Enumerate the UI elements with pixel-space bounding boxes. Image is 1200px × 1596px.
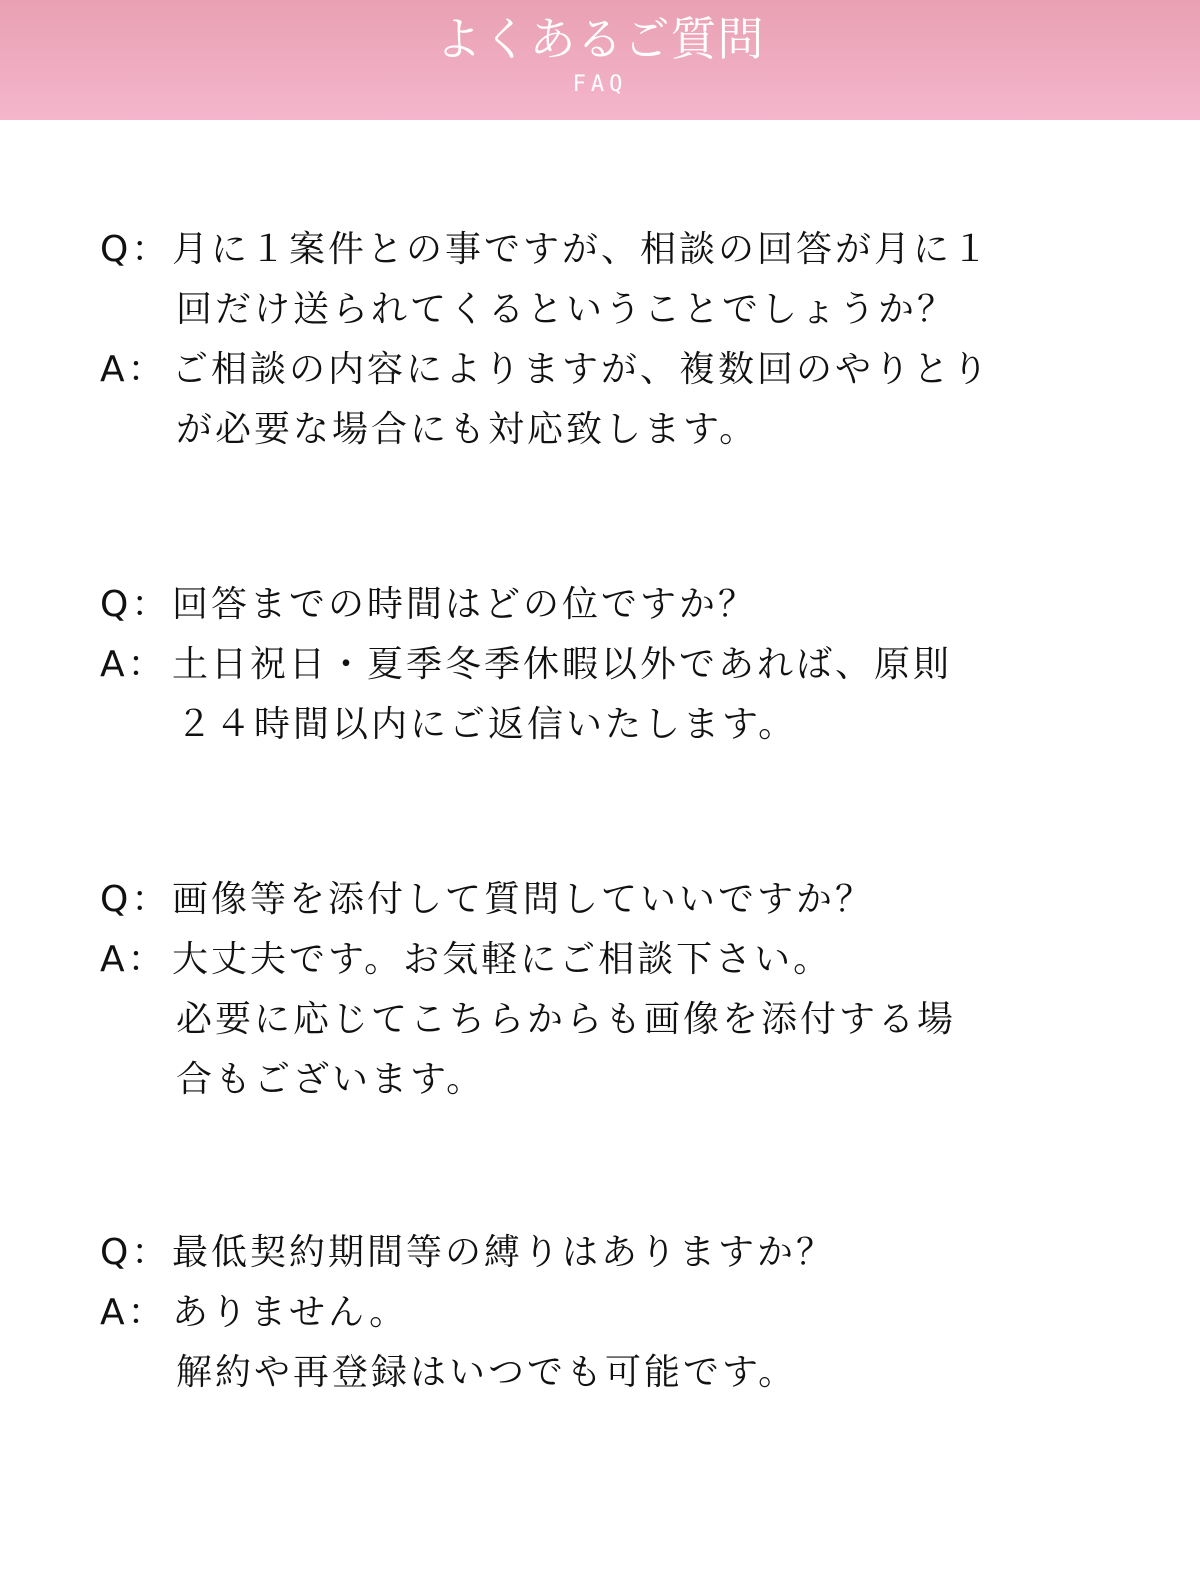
question-line xyxy=(100,1223,1100,1283)
question-mark: Q： xyxy=(100,584,171,625)
answer-text: 大丈夫です。お気軽にご相談下さい。 xyxy=(172,939,833,980)
faq-header-banner xyxy=(0,0,1200,120)
question-text: 回だけ送られてくるということでしょうか？ xyxy=(176,289,957,330)
question-text: 最低契約期間等の縛りはありますか？ xyxy=(172,1232,836,1273)
answer-line xyxy=(100,635,1100,695)
question-mark: Q： xyxy=(100,879,171,920)
answer-text: 必要に応じてこちらからも画像を添付する場 xyxy=(176,999,957,1040)
question-text: 画像等を添付して質問していいですか？ xyxy=(172,879,875,920)
answer-line xyxy=(100,990,1100,1050)
question-line xyxy=(100,575,1100,635)
question-line xyxy=(100,280,1100,340)
answer-line xyxy=(100,1283,1100,1343)
answer-line xyxy=(100,340,1100,400)
answer-line xyxy=(100,695,1100,755)
answer-text: 土日祝日・夏季冬季休暇以外であれば、原則 xyxy=(172,644,953,685)
answer-mark: A： xyxy=(100,644,167,685)
question-text: 月に１案件との事ですが、相談の回答が月に１ xyxy=(172,229,992,270)
page-title: よくあるご質問 xyxy=(435,12,765,66)
page-subtitle: FAQ xyxy=(572,72,628,97)
answer-line xyxy=(100,400,1100,460)
answer-text: が必要な場合にも対応致します。 xyxy=(176,409,759,450)
answer-text: ありません。 xyxy=(172,1292,409,1333)
faq-item-2 xyxy=(100,575,1100,755)
question-text: 回答までの時間はどの位ですか？ xyxy=(172,584,758,625)
question-mark: Q： xyxy=(100,229,171,270)
answer-text: 解約や再登録はいつでも可能です。 xyxy=(176,1352,798,1393)
question-mark: Q： xyxy=(100,1232,171,1273)
answer-text: ご相談の内容によりますが、複数回のやりとり xyxy=(172,349,992,390)
answer-line xyxy=(100,930,1100,990)
answer-text: ２４時間以内にご返信いたします。 xyxy=(176,704,798,745)
faq-item-4 xyxy=(100,1223,1100,1403)
answer-mark: A： xyxy=(100,939,167,980)
answer-text: 合もございます。 xyxy=(176,1059,486,1100)
answer-line xyxy=(100,1050,1100,1110)
answer-mark: A： xyxy=(100,1292,167,1333)
answer-mark: A： xyxy=(100,349,167,390)
question-line xyxy=(100,870,1100,930)
faq-item-1 xyxy=(100,220,1100,460)
faq-item-3 xyxy=(100,870,1100,1110)
question-line xyxy=(100,220,1100,280)
answer-line xyxy=(100,1343,1100,1403)
